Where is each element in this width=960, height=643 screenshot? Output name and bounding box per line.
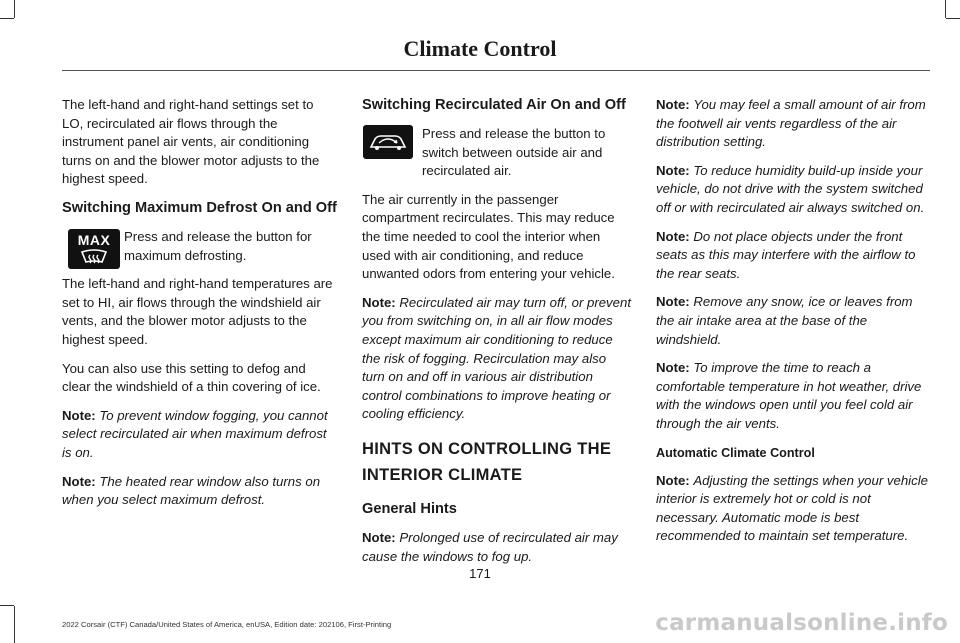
crop-mark (14, 606, 15, 643)
watermark: carmanualsonline.info (655, 610, 948, 636)
header-divider (62, 70, 930, 71)
note-text: To improve the time to reach a comfortable temperature in hot weather, drive with the windows open until you feel cold air through the air vents. (656, 360, 922, 431)
note-label: Note: (62, 407, 96, 423)
note-text: Do not place objects under the front seats as this may interfere with the airflow to the rear seats. (656, 228, 916, 281)
paragraph: The left-hand and right-hand settings set to LO, recirculated air flows through the instrument panel air vents, air conditioning turns on and the blower motor adjusts to the highest speed. (62, 97, 320, 187)
note (656, 472, 928, 546)
note-text: Recirculated air may turn off, or prevent you from switching on, in all air flow modes except maximum air conditioning to reduce the risk of fogging. Recirculation may also turn on and off in various air distribution control combinations to improve heating or cooling efficiency. (362, 294, 631, 422)
paragraph: You can also use this setting to defog and clear the windshield of a thin covering of ice. (62, 360, 321, 395)
crop-mark (945, 0, 946, 18)
note-text: To prevent window fogging, you cannot select recirculated air when maximum defrost is on. (62, 407, 328, 460)
column-right (656, 96, 928, 556)
note-label: Note: (656, 472, 690, 488)
note-label: Note: (362, 294, 396, 310)
note-label: Note: (656, 97, 690, 112)
note (362, 294, 632, 424)
heading-line: HINTS ON CONTROLLING THE (362, 439, 612, 458)
note (656, 359, 928, 433)
note-text: Remove any snow, ice or leaves from the air intake area at the base of the windshield. (656, 294, 913, 347)
note (362, 529, 632, 566)
note (62, 473, 337, 510)
crop-mark (0, 605, 14, 606)
note-text: You may feel a small amount of air from the footwell air vents regardless of the air distribution setting. (656, 97, 926, 150)
paragraph: Press and release the button to switch between outside air and recirculated air. (422, 126, 606, 179)
note-label: Note: (62, 473, 96, 489)
section-heading-max-defrost: Switching Maximum Defrost On and Off (62, 199, 337, 216)
note (62, 407, 337, 463)
windshield-defrost-icon (68, 248, 120, 268)
note-label: Note: (656, 294, 690, 310)
note-text: Prolonged use of recirculated air may cause the windows to fog up. (362, 529, 618, 564)
note-text: The heated rear window also turns on when you select maximum defrost. (62, 473, 321, 508)
paragraph: The left-hand and right-hand temperatures are set to HI, air flows through the windshield air vents, and the blower motor adjusts to the highest speed. (62, 276, 333, 347)
note-label: Note: (656, 162, 690, 178)
paragraph: The air currently in the passenger compartment recirculates. This may reduce the time needed to cool the interior when used with air conditioning, and reduce unwanted odors from entering your vehicle. (362, 191, 615, 282)
crop-mark (14, 0, 15, 18)
note-label: Note: (656, 228, 690, 244)
note (656, 228, 928, 284)
note-label: Note: (656, 360, 690, 376)
section-heading-recirculated-air: Switching Recirculated Air On and Off (362, 97, 626, 113)
crop-mark (946, 18, 960, 19)
note-text: Adjusting the settings when your vehicle interior is extremely hot or cold is not necessary. Automatic mode is best recommended to maintain set temperature. (656, 472, 928, 544)
car-recirculation-icon (363, 125, 413, 159)
crop-mark (0, 18, 14, 19)
note-text: To reduce humidity build-up inside your vehicle, do not drive with the system switched off or with recirculated air always switched on. (656, 162, 925, 215)
recirculation-icon (363, 125, 413, 159)
section-heading-automatic-climate: Automatic Climate Control (656, 445, 815, 460)
note (656, 162, 928, 218)
note (656, 293, 928, 349)
edition-footer: 2022 Corsair (CTF) Canada/United States of America, enUSA, Edition date: 202106, First-Printing (62, 620, 392, 629)
column-left (62, 96, 337, 520)
note (656, 96, 928, 152)
heading-line: INTERIOR CLIMATE (362, 465, 523, 484)
subsection-heading-general-hints: General Hints (362, 500, 457, 517)
column-middle (362, 96, 632, 576)
paragraph: Press and release the button for maximum defrosting. (124, 228, 312, 263)
page-title: Climate Control (403, 36, 557, 61)
note-label: Note: (362, 529, 396, 545)
max-defrost-icon (68, 229, 120, 269)
max-icon-label: MAX (77, 232, 111, 248)
page-number: 171 (469, 566, 491, 581)
section-heading-hints (362, 438, 632, 486)
